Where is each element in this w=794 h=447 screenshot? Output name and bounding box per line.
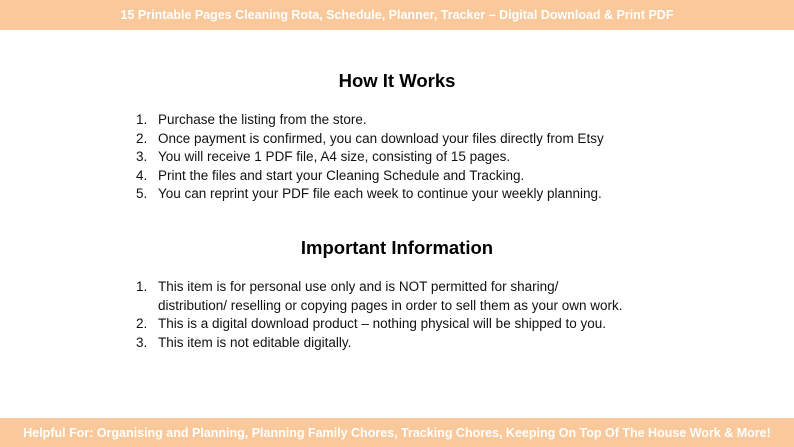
list-text: You will receive 1 PDF file, A4 size, consisting of 15 pages. [158, 149, 511, 164]
list-number: 5. [136, 186, 148, 201]
list-text: You can reprint your PDF file each week to continue your weekly planning. [158, 186, 602, 201]
list-number: 1. [136, 279, 148, 294]
top-banner: 15 Printable Pages Cleaning Rota, Schedule, Planner, Tracker – Digital Download & Print PDF [0, 0, 794, 30]
list-item [136, 185, 758, 204]
list-item [136, 334, 628, 353]
important-information-heading: Important Information [300, 237, 494, 258]
list-text: Print the files and start your Cleaning Schedule and Tracking. [158, 167, 525, 183]
bottom-banner: Helpful For: Organising and Planning, Planning Family Chores, Tracking Chores, Keeping On Top Of The House Work & More! [0, 418, 794, 447]
list-item [136, 130, 758, 149]
important-information-list [136, 278, 628, 352]
how-it-works-heading: How It Works [338, 70, 456, 91]
list-text: This item is not editable digitally. [158, 334, 352, 350]
list-text: This is a digital download product – nothing physical will be shipped to you. [158, 316, 607, 331]
list-text: Once payment is confirmed, you can download your files directly from Etsy [158, 130, 604, 146]
list-number: 3. [136, 334, 148, 350]
list-item [136, 111, 758, 130]
list-number: 4. [136, 167, 148, 183]
list-item [136, 278, 628, 315]
list-text: This item is for personal use only and is NOT permitted for sharing/ distribution/ reselling or copying pages in order to sell them as your own work. [158, 279, 623, 313]
list-number: 3. [136, 149, 148, 164]
list-text: Purchase the listing from the store. [158, 112, 367, 127]
list-number: 1. [136, 112, 148, 127]
list-item [136, 315, 758, 334]
list-item [136, 148, 758, 167]
list-number: 2. [136, 130, 148, 146]
list-number: 2. [136, 316, 148, 331]
how-it-works-list [136, 111, 758, 204]
list-item [136, 167, 758, 186]
